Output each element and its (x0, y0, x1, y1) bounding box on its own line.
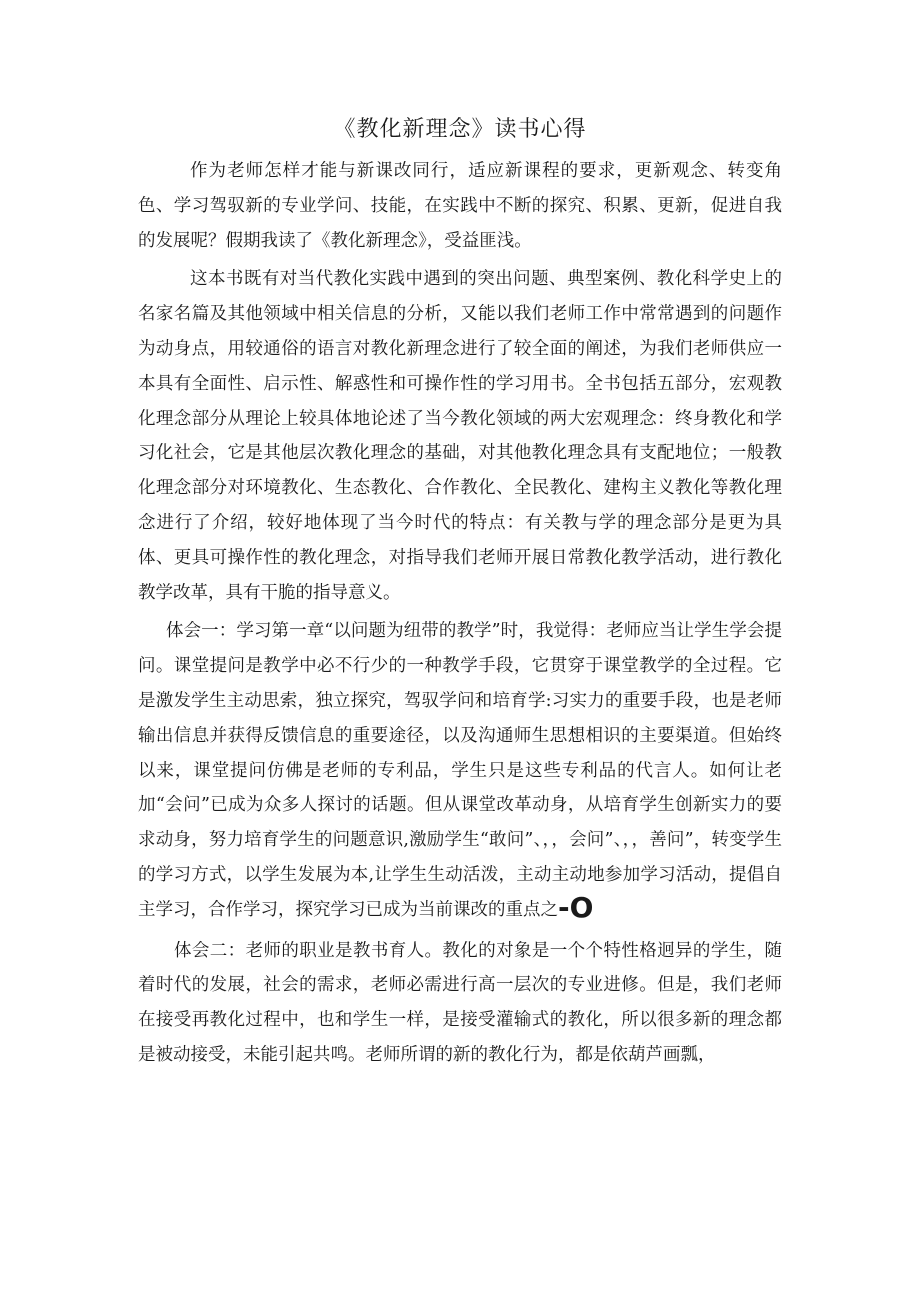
paragraph-reflection-two: 体会二：老师的职业是教书育人。教化的对象是一个个特性格迥异的学生，随着时代的发展，社会的需求，老师必需进行高一层次的专业进修。但是，我们老师在接受再教化过程中，也和学生一样，是接受灌输式的教化，所以很多新的理念都是被动接受，未能引起共鸣。老师所谓的新的教化行为，都是依葫芦画瓢， (138, 940, 782, 1065)
paragraph-reflection-one (138, 614, 782, 927)
paragraph-reflection-one-ending: -O (558, 890, 594, 924)
paragraph-intro: 作为老师怎样才能与新课改同行，适应新课程的要求，更新观念、转变角色、学习驾驭新的专业学问、技能，在实践中不断的探究、积累、更新，促进自我的发展呢？假期我读了《教化新理念》，受益匪浅。 (138, 161, 782, 251)
document-title: 《教化新理念》读书心得 (333, 117, 587, 142)
document-page (138, 112, 782, 1077)
paragraph-reflection-one-text: 体会一：学习第一章“以问题为纽带的教学”时，我觉得：老师应当让学生学会提问。课堂提问是教学中必不行少的一种教学手段，它贯穿于课堂教学的全过程。它是激发学生主动思索，独立探究，驾驭学问和培育学:习实力的重要手段，也是老师输出信息并获得反馈信息的重要途径，以及沟通师生思想相识的主要渠道。但始终以来，课堂提问仿佛是老师的专利品，学生只是这些专利品的代言人。如何让老加“会问”已成为众多人探讨的话题。但从课堂改革动身，从培育学生创新实力的要求动身，努力培育学生的问题意识,激励学生“敢问”、，，会问”、，，善问”，转变学生的学习方式，以学生发展为本,让学生生动活泼，主动主动地参加学习活动，提倡自主学习，合作学习，探究学习已成为当前课改的重点之 (138, 621, 782, 920)
paragraph-book-summary: 这本书既有对当代教化实践中遇到的突出问题、典型案例、教化科学史上的名家名篇及其他领域中相关信息的分析，又能以我们老师工作中常常遇到的问题作为动身点，用较通俗的语言对教化新理念进行了较全面的阐述，为我们老师供应一本具有全面性、启示性、解惑性和可操作性的学习用书。全书包括五部分，宏观教化理念部分从理论上较具体地论述了当今教化领域的两大宏观理念：终身教化和学习化社会，它是其他层次教化理念的基础，对其他教化理念具有支配地位；一般教化理念部分对环境教化、生态教化、合作教化、全民教化、建构主义教化等教化理念进行了介绍，较好地体现了当今时代的特点：有关教与学的理念部分是更为具体、更具可操作性的教化理念，对指导我们老师开展日常教化教学活动，进行教化教学改革，具有干脆的指导意义。 (138, 269, 782, 603)
